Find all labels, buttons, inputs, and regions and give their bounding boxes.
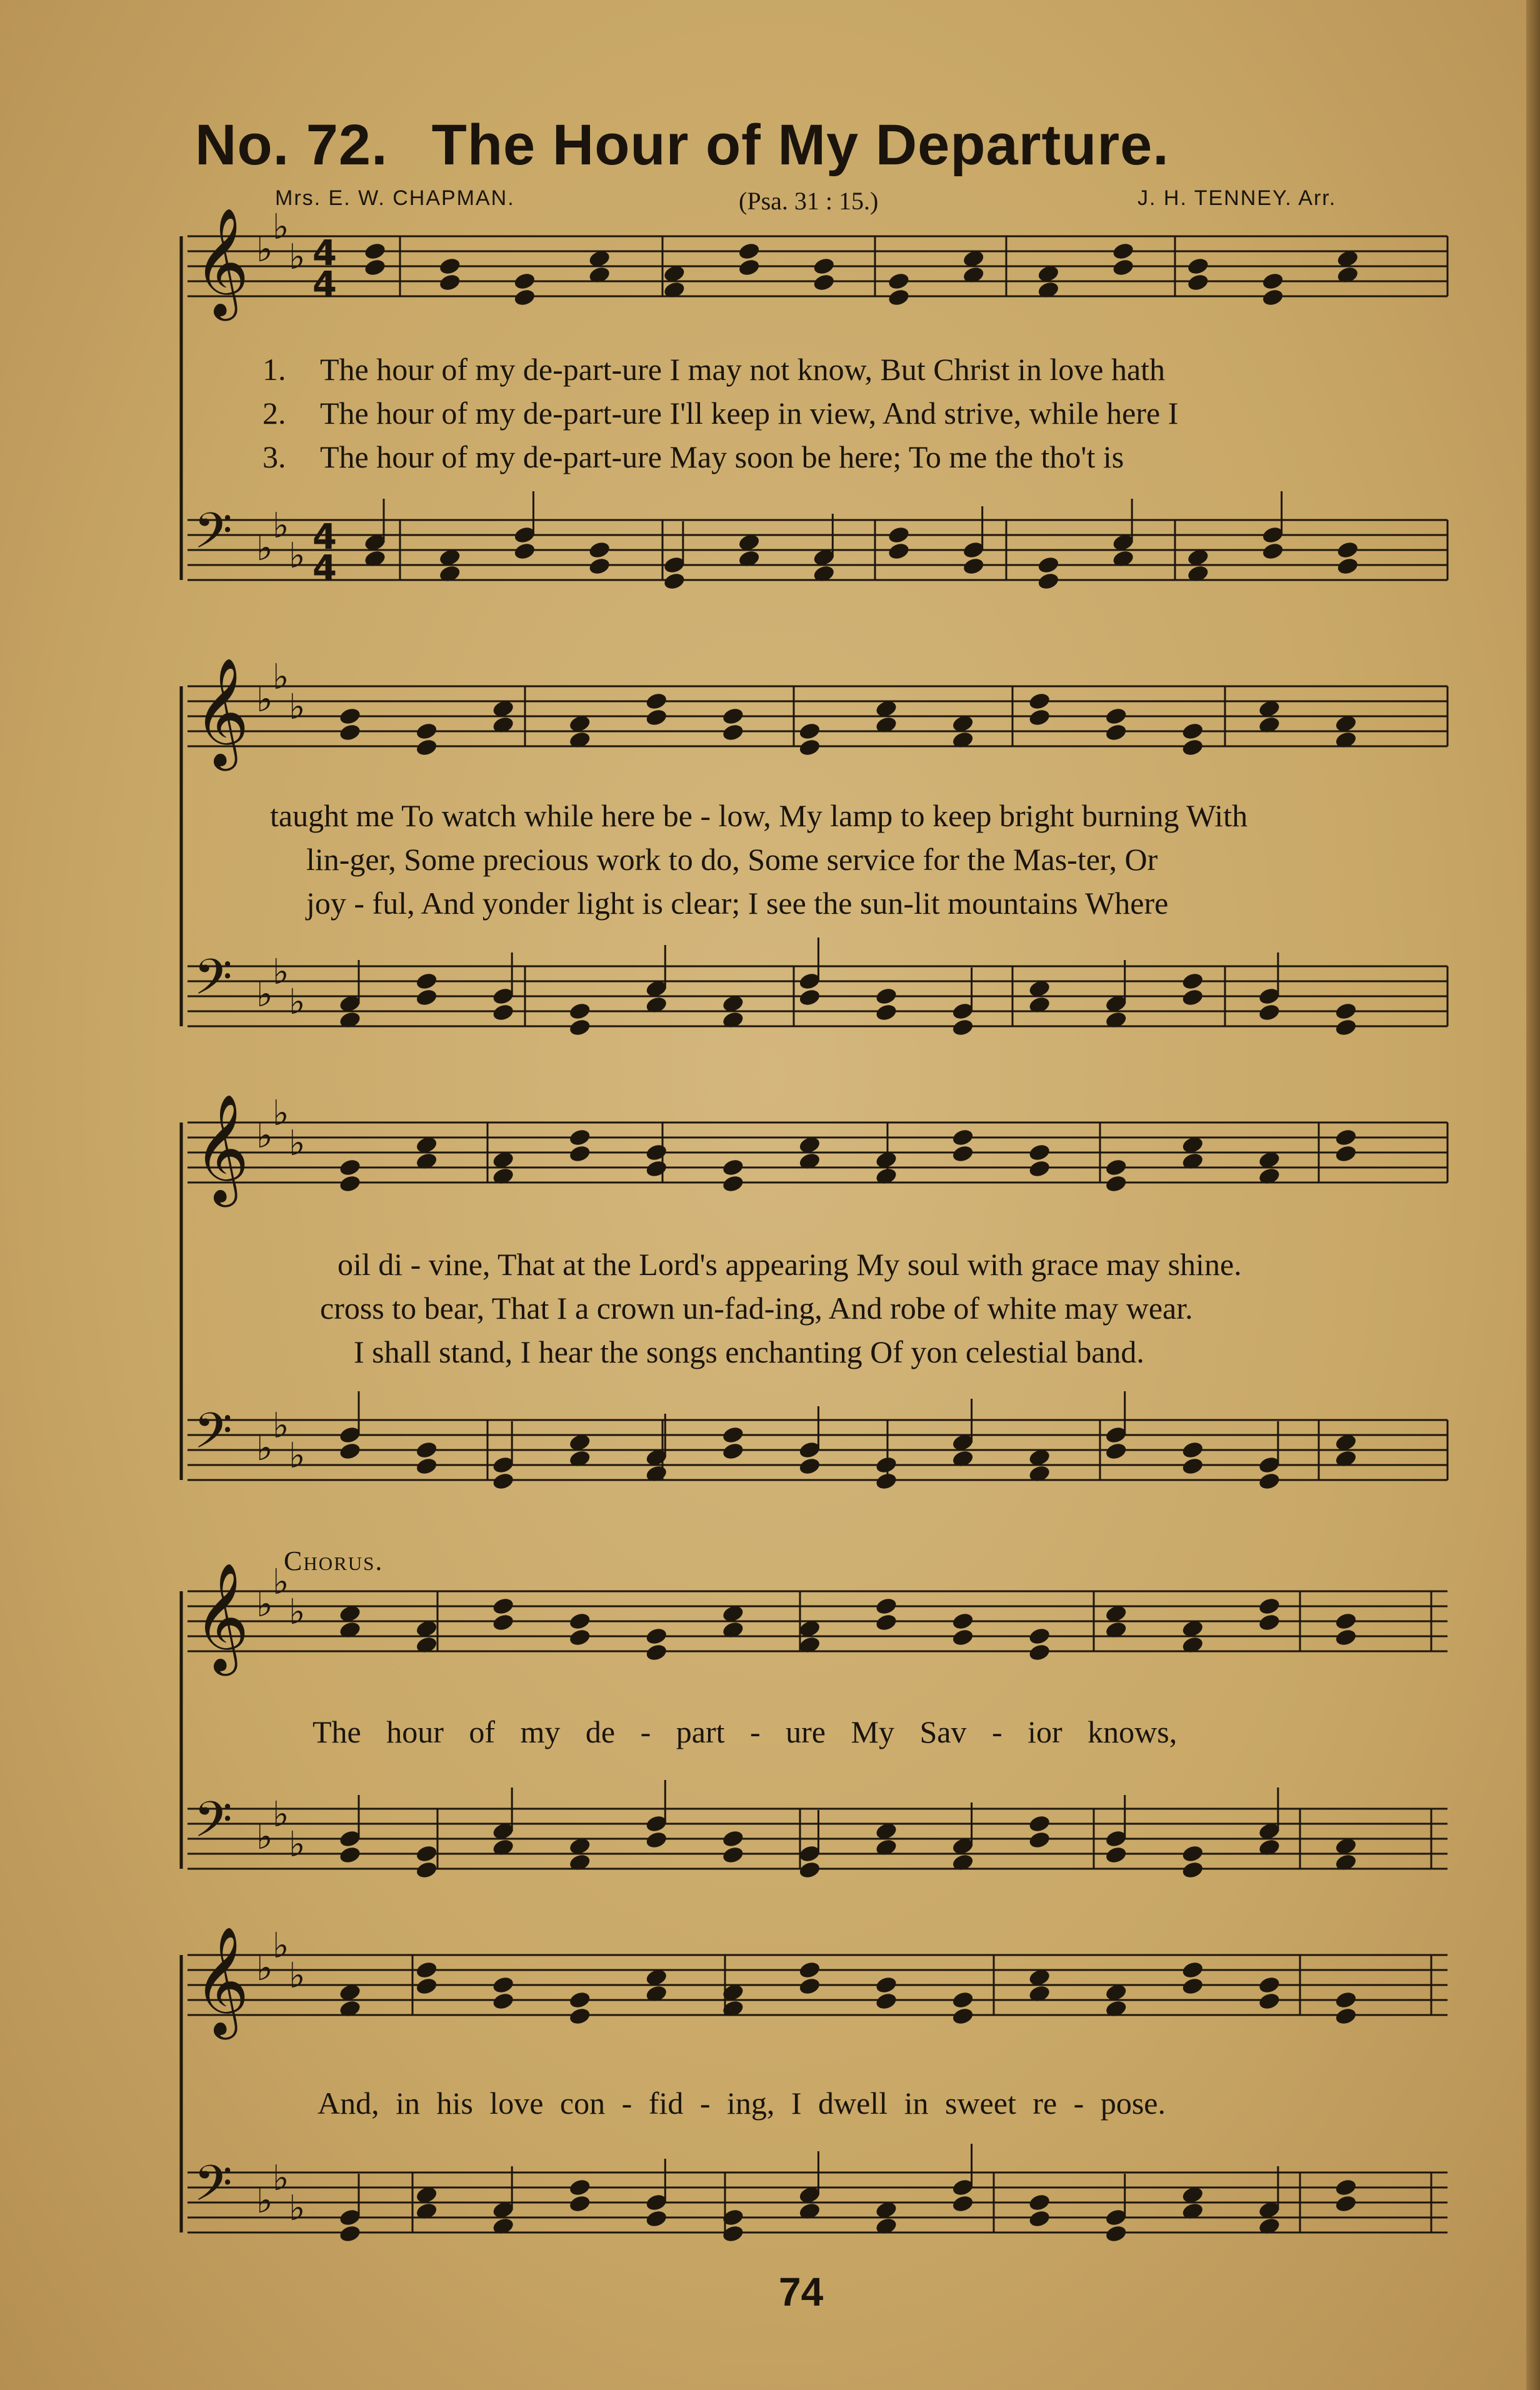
note-head	[1104, 722, 1128, 742]
note-head	[721, 722, 745, 742]
note-head	[1037, 555, 1061, 575]
note-head	[1334, 1611, 1358, 1631]
time-signature-top: 4	[312, 233, 337, 274]
bass-clef: 𝄢	[194, 1791, 232, 1861]
note-head	[887, 541, 911, 561]
author-credit: Mrs. E. W. CHAPMAN.	[275, 186, 515, 210]
flat-sign: ♭	[256, 679, 273, 720]
note-head	[1181, 738, 1204, 758]
flat-sign: ♭	[256, 2181, 273, 2221]
note-head	[415, 1860, 439, 1880]
note-head	[798, 1456, 822, 1476]
bass-clef: 𝄢	[194, 2154, 232, 2224]
note-head	[798, 988, 822, 1008]
bass-clef: 𝄢	[194, 948, 232, 1018]
note-head	[721, 1845, 745, 1865]
note-head	[415, 1844, 439, 1864]
flat-sign: ♭	[256, 1584, 273, 1625]
note-head	[721, 1425, 745, 1445]
note-head	[513, 288, 537, 308]
bass-clef: 𝄢	[194, 502, 232, 572]
note-head	[1258, 1975, 1281, 1995]
note-head	[338, 706, 362, 726]
flat-sign: ♭	[272, 506, 289, 546]
note-head	[962, 556, 986, 576]
note-head	[644, 2209, 668, 2229]
note-head	[1334, 1001, 1358, 1021]
verse-line	[262, 439, 1124, 475]
note-head	[1334, 1628, 1358, 1648]
note-head	[798, 1960, 822, 1980]
note-head	[874, 1596, 898, 1616]
verse-number: 2.	[262, 396, 286, 431]
note-head	[1334, 2178, 1358, 2198]
note-head	[1028, 708, 1051, 728]
note-head	[951, 1628, 975, 1648]
note-head	[568, 1128, 592, 1148]
note-head	[338, 722, 362, 742]
note-head	[588, 540, 611, 560]
flat-sign: ♭	[289, 687, 306, 728]
note-head	[798, 1860, 822, 1880]
note-head	[1104, 1845, 1128, 1865]
bass-clef: 𝄢	[194, 1402, 232, 1472]
verse-number: 3.	[262, 439, 286, 474]
note-head	[644, 1142, 668, 1162]
hymn-title-text: The Hour of My Departure.	[431, 113, 1169, 177]
note-head	[338, 2224, 362, 2244]
note-head	[568, 1628, 592, 1648]
note-head	[874, 986, 898, 1006]
note-head	[1181, 971, 1204, 991]
note-head	[951, 1018, 975, 1038]
flat-sign: ♭	[289, 2188, 306, 2229]
note-head	[1104, 1174, 1128, 1194]
note-head	[568, 1990, 592, 2010]
note-head	[721, 1174, 745, 1194]
flat-sign: ♭	[289, 237, 306, 278]
note-head	[1181, 1844, 1204, 1864]
verse-number: 1.	[262, 352, 286, 387]
note-head	[738, 258, 761, 278]
note-head	[1104, 1441, 1128, 1461]
note-head	[874, 1471, 898, 1491]
note-head	[1261, 541, 1285, 561]
flat-sign: ♭	[256, 974, 273, 1015]
verse-text: The hour of my de-part-ure May soon be here; To me the tho't is	[320, 439, 1124, 474]
verse-line: I shall stand, I hear the songs enchanting Of yon celestial band.	[354, 1334, 1144, 1369]
note-head	[644, 708, 668, 728]
note-head	[644, 1626, 668, 1646]
note-head	[491, 1991, 515, 2011]
note-head	[415, 1976, 439, 1996]
note-head	[1181, 1976, 1204, 1996]
note-head	[1028, 1626, 1051, 1646]
note-head	[415, 1960, 439, 1980]
verse-line: oil di - vine, That at the Lord's appearing My soul with grace may shine.	[338, 1247, 1242, 1282]
flat-sign: ♭	[256, 229, 273, 270]
verse-line: taught me To watch while here be - low, My lamp to keep bright burning With	[270, 798, 1248, 833]
note-head	[662, 571, 686, 591]
note-head	[812, 256, 836, 276]
treble-clef: 𝄞	[194, 1562, 249, 1671]
note-head	[738, 241, 761, 261]
time-signature-bottom: 4	[312, 264, 337, 305]
note-head	[1104, 1158, 1128, 1178]
treble-clef: 𝄞	[194, 658, 249, 766]
scripture-reference: (Psa. 31 : 15.)	[739, 187, 879, 215]
note-head	[363, 241, 387, 261]
note-head	[415, 1456, 439, 1476]
treble-clef: 𝄞	[194, 1926, 249, 2035]
note-head	[1111, 258, 1135, 278]
flat-sign: ♭	[256, 528, 273, 569]
verse-line: lin-ger, Some precious work to do, Some service for the Mas-ter, Or	[306, 842, 1158, 877]
note-head	[1261, 271, 1285, 291]
flat-sign: ♭	[289, 1436, 306, 1476]
flat-sign: ♭	[272, 1926, 289, 1966]
note-head	[568, 2194, 592, 2214]
flat-sign: ♭	[256, 1116, 273, 1156]
note-head	[438, 256, 462, 276]
verse-line	[262, 351, 1165, 388]
note-head	[1258, 1002, 1281, 1022]
note-head	[644, 1159, 668, 1179]
note-head	[1334, 1144, 1358, 1164]
flat-sign: ♭	[272, 207, 289, 248]
note-head	[568, 1018, 592, 1038]
verse-text: The hour of my de-part-ure I may not know, But Christ in love hath	[320, 352, 1166, 387]
note-head	[1334, 1018, 1358, 1038]
note-head	[1037, 571, 1061, 591]
note-head	[644, 691, 668, 711]
flat-sign: ♭	[272, 952, 289, 992]
note-head	[338, 1174, 362, 1194]
arranger-credit: J. H. TENNEY. Arr.	[1138, 186, 1337, 210]
note-head	[415, 988, 439, 1008]
page-number: 74	[779, 2269, 824, 2314]
note-head	[721, 706, 745, 726]
note-head	[1258, 1991, 1281, 2011]
note-head	[798, 738, 822, 758]
note-head	[1028, 2209, 1051, 2229]
flat-sign: ♭	[289, 1956, 306, 1996]
note-head	[887, 525, 911, 545]
note-head	[491, 1975, 515, 1995]
flat-sign: ♭	[272, 1794, 289, 1835]
note-head	[1028, 1142, 1051, 1162]
note-head	[1186, 256, 1210, 276]
note-head	[491, 1471, 515, 1491]
hymn-number: No. 72.	[195, 113, 388, 177]
time-signature-top: 4	[312, 517, 337, 558]
chorus-line: The hour of my de - part - ure My Sav - ior knows,	[312, 1714, 1178, 1749]
flat-sign: ♭	[289, 1824, 306, 1865]
note-head	[798, 1976, 822, 1996]
note-head	[721, 1829, 745, 1849]
note-head	[1181, 1960, 1204, 1980]
flat-sign: ♭	[289, 1592, 306, 1632]
note-head	[721, 1158, 745, 1178]
note-head	[1028, 1814, 1051, 1834]
note-head	[1181, 1456, 1204, 1476]
note-head	[415, 738, 439, 758]
flat-sign: ♭	[256, 1428, 273, 1469]
note-head	[338, 1441, 362, 1461]
note-head	[513, 541, 537, 561]
note-head	[1028, 1642, 1051, 1662]
note-head	[887, 271, 911, 291]
note-head	[1028, 1159, 1051, 1179]
note-head	[568, 2006, 592, 2026]
note-head	[887, 288, 911, 308]
flat-sign: ♭	[272, 657, 289, 698]
flat-sign: ♭	[256, 1948, 273, 1989]
note-head	[874, 1455, 898, 1475]
note-head	[1104, 2224, 1128, 2244]
note-head	[1028, 691, 1051, 711]
note-head	[951, 2194, 975, 2214]
note-head	[1104, 706, 1128, 726]
note-head	[363, 258, 387, 278]
note-head	[1334, 1128, 1358, 1148]
note-head	[1258, 1612, 1281, 1632]
note-head	[568, 1611, 592, 1631]
note-head	[874, 1612, 898, 1632]
flat-sign: ♭	[256, 1817, 273, 1858]
note-head	[1334, 1990, 1358, 2010]
note-head	[568, 1144, 592, 1164]
note-head	[415, 1440, 439, 1460]
verse-line: joy - ful, And yonder light is clear; I see the sun-lit mountains Where	[306, 886, 1169, 921]
flat-sign: ♭	[289, 536, 306, 576]
verse-text: The hour of my de-part-ure I'll keep in view, And strive, while here I	[320, 396, 1179, 431]
note-head	[1111, 241, 1135, 261]
note-head	[1336, 556, 1359, 576]
note-head	[1261, 288, 1285, 308]
note-head	[415, 721, 439, 741]
note-head	[1181, 1440, 1204, 1460]
note-head	[1258, 1596, 1281, 1616]
note-head	[1181, 721, 1204, 741]
note-head	[812, 272, 836, 292]
note-head	[491, 1596, 515, 1616]
chorus-label: Chorus.	[284, 1546, 384, 1576]
treble-clef: 𝄞	[194, 208, 249, 316]
note-head	[951, 1128, 975, 1148]
flat-sign: ♭	[272, 2158, 289, 2199]
note-head	[874, 1975, 898, 1995]
note-head	[568, 2178, 592, 2198]
verse-line: cross to bear, That I a crown un-fad-ing, And robe of white may wear.	[320, 1291, 1193, 1326]
note-head	[951, 1144, 975, 1164]
time-signature-bottom: 4	[312, 548, 337, 589]
note-head	[438, 272, 462, 292]
note-head	[874, 1991, 898, 2011]
flat-sign: ♭	[272, 1093, 289, 1134]
note-head	[1028, 1830, 1051, 1850]
note-head	[951, 2006, 975, 2026]
note-head	[798, 721, 822, 741]
note-head	[1258, 1471, 1281, 1491]
note-head	[568, 1001, 592, 1021]
note-head	[1186, 272, 1210, 292]
note-head	[1334, 2194, 1358, 2214]
note-head	[491, 1612, 515, 1632]
flat-sign: ♭	[289, 1123, 306, 1164]
note-head	[951, 1990, 975, 2010]
note-head	[1181, 988, 1204, 1008]
flat-sign: ♭	[272, 1562, 289, 1602]
note-head	[1181, 1860, 1204, 1880]
chorus-line: And, in his love con - fid - ing, I dwell in sweet re - pose.	[318, 2086, 1166, 2121]
flat-sign: ♭	[272, 1406, 289, 1446]
note-head	[1334, 2006, 1358, 2026]
note-head	[1028, 2192, 1051, 2212]
note-head	[491, 1002, 515, 1022]
note-head	[415, 971, 439, 991]
note-head	[644, 1642, 668, 1662]
note-head	[588, 556, 611, 576]
note-head	[338, 1158, 362, 1178]
note-head	[721, 1441, 745, 1461]
note-head	[1336, 540, 1359, 560]
treble-clef: 𝄞	[194, 1094, 249, 1202]
note-head	[513, 271, 537, 291]
note-head	[874, 1002, 898, 1022]
note-head	[951, 1611, 975, 1631]
flat-sign: ♭	[289, 982, 306, 1022]
note-head	[644, 1830, 668, 1850]
verse-line	[262, 395, 1178, 431]
note-head	[338, 1845, 362, 1865]
